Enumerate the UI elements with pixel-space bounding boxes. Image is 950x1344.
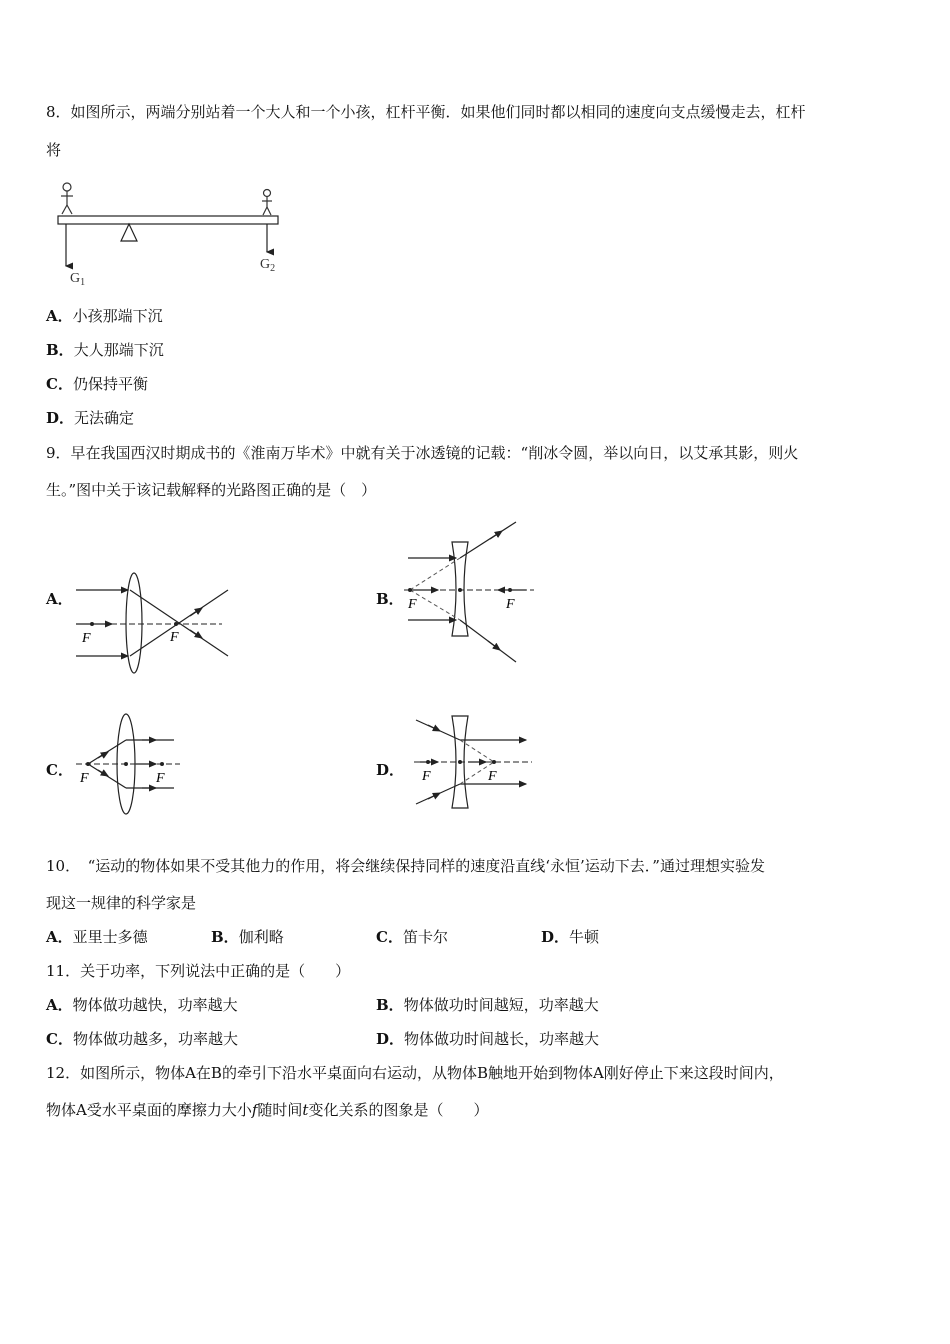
q10-option-d[interactable]: D．牛顿	[541, 928, 600, 946]
q9-stem-line2: 生。”图中关于该记载解释的光路图正确的是（ ）	[46, 481, 377, 499]
q8-option-d[interactable]: D．无法确定	[46, 409, 135, 427]
convex-lens	[126, 573, 142, 673]
diagram-a-convex-converging[interactable]	[72, 568, 234, 678]
diagram-b-concave-diverging[interactable]	[398, 518, 538, 666]
q11-stem: 11．关于功率，下列说法中正确的是（ ）	[46, 962, 351, 980]
child-figure	[262, 190, 272, 216]
g2-subscript: 2	[270, 263, 276, 274]
q8-option-c[interactable]: C．仍保持平衡	[46, 375, 148, 393]
diagram-d-f-left: F	[422, 769, 431, 784]
q9-option-a-label[interactable]: A．	[46, 590, 73, 608]
adult-figure	[61, 183, 73, 214]
diagram-d-concave-parallel[interactable]	[410, 712, 536, 812]
diagram-b-f-left: F	[408, 597, 417, 612]
svg-text:G1	[70, 271, 85, 288]
q11-option-d[interactable]: D．物体做功时间越长，功率越大	[376, 1030, 600, 1048]
q10-stem-line2: 现这一规律的科学家是	[46, 894, 197, 912]
q10-option-a[interactable]: A．亚里士多德	[46, 928, 148, 946]
q10-stem-line1: 10． “运动的物体如果不受其他力的作用，将会继续保持同样的速度沿直线‘永恒’运动下去．”通过理想实验发	[46, 857, 765, 875]
g2-label: G	[260, 257, 271, 272]
q12-stem-line1: 12．如图所示，物体A在B的牵引下沿水平桌面向右运动，从物体B触地开始到物体A刚好停止下来这段时间内，	[46, 1064, 784, 1082]
q9-option-b-label[interactable]: B．	[376, 590, 404, 608]
diagram-c-f-left: F	[80, 771, 89, 786]
lever-figure	[52, 178, 292, 288]
q12-stem-line2: 物体A受水平桌面的摩擦力大小f随时间t变化关系的图象是（ ）	[46, 1101, 489, 1119]
lever-beam	[58, 216, 278, 224]
q8-option-b[interactable]: B．大人那端下沉	[46, 341, 164, 359]
q10-option-c[interactable]: C．笛卡尔	[376, 928, 448, 946]
diagram-d-f-right: F	[488, 769, 497, 784]
fulcrum	[121, 224, 137, 241]
q9-stem-line1: 9．早在我国西汉时期成书的《淮南万毕术》中就有关于冰透镜的记载：“削冰令圆，举以向日，以艾承其影，则火	[46, 444, 799, 462]
diagram-a-f-right: F	[170, 630, 179, 645]
q11-option-a[interactable]: A．物体做功越快，功率越大	[46, 996, 238, 1014]
q8-stem-line1: 8．如图所示，两端分别站着一个大人和一个小孩，杠杆平衡．如果他们同时都以相同的速度向支点缓慢走去，杠杆	[46, 103, 806, 121]
q8-option-a[interactable]: A．小孩那端下沉	[46, 307, 163, 325]
q11-option-c[interactable]: C．物体做功越多，功率越大	[46, 1030, 238, 1048]
q9-option-c-label[interactable]: C．	[46, 761, 73, 779]
diagram-c-convex-parallel[interactable]	[72, 712, 184, 818]
q8-stem-line2: 将	[46, 141, 62, 159]
g1-subscript: 1	[80, 277, 86, 288]
diagram-c-f-right: F	[156, 771, 165, 786]
diagram-a-f-left: F	[82, 631, 91, 646]
diagram-b-f-right: F	[506, 597, 515, 612]
q11-option-b[interactable]: B．物体做功时间越短，功率越大	[376, 996, 599, 1014]
svg-text:G2	[260, 257, 275, 274]
q9-option-d-label[interactable]: D．	[376, 761, 405, 779]
g1-label: G	[70, 271, 81, 286]
q10-option-b[interactable]: B．伽利略	[211, 928, 284, 946]
